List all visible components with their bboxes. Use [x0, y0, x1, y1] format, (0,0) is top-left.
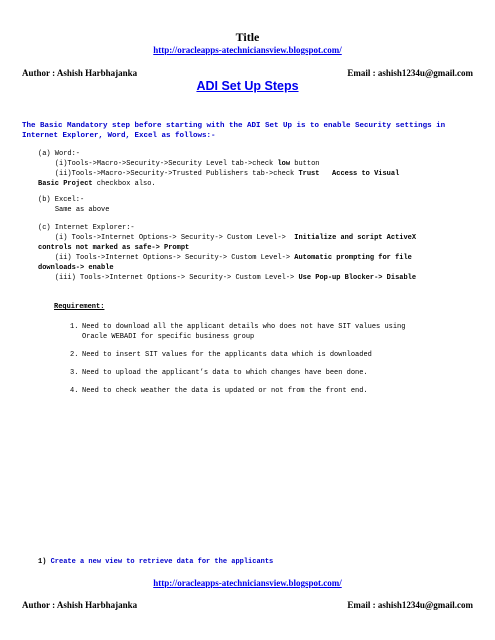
ie-step-1 — [38, 233, 416, 243]
step-1-number: 1) — [38, 558, 47, 566]
ie-step-2-cont: downloads-> enable — [38, 264, 114, 272]
intro-line-1: The Basic Mandatory step before starting with the ADI Set Up is to enable Security settings in — [22, 122, 446, 130]
excel-section — [38, 195, 109, 215]
intro-paragraph — [22, 121, 482, 141]
requirement-item-1-num: 1. — [70, 323, 79, 331]
requirement-item-1-line-1: Need to download all the applicant details who does not have SIT values using — [82, 323, 406, 331]
ie-step-1-bold: Initialize and script ActiveX — [294, 234, 417, 242]
word-step-1 — [38, 159, 399, 169]
ie-step-2-bold: Automatic prompting for file — [294, 254, 412, 262]
ie-step-3-bold: Use Pop-up Blocker-> Disable — [298, 274, 417, 282]
word-step-2-cont-bold: Basic Project — [38, 180, 93, 188]
requirement-item-4-line-1: Need to check weather the data is updated or not from the front end. — [82, 387, 368, 395]
requirement-item-4 — [70, 386, 470, 396]
word-step-1-text: (i)Tools->Macro->Security->Security Level tab->check — [54, 160, 278, 168]
word-step-1-bold: low — [277, 160, 291, 168]
requirement-item-2-num: 2. — [70, 351, 79, 359]
document-heading: ADI Set Up Steps — [196, 79, 299, 93]
ie-step-3-text: (iii) Tools->Internet Options-> Security-> Custom Level-> — [54, 274, 299, 282]
ie-step-1-cont: controls not marked as safe-> Prompt — [38, 244, 190, 252]
intro-line-2: Internet Explorer, Word, Excel as follows:- — [22, 132, 216, 140]
excel-note — [38, 205, 109, 215]
word-step-2-cont-text: checkbox also. — [92, 180, 156, 188]
requirement-item-1 — [70, 322, 470, 342]
footer-author: Author : Ashish Harbhajanka — [22, 600, 138, 610]
ie-section — [38, 223, 416, 283]
requirement-list — [70, 322, 470, 404]
word-step-2-bold: Trust Access to Visual — [298, 170, 400, 178]
excel-label: (b) Excel:- — [38, 196, 85, 204]
header-email: Email : ashish1234u@gmail.com — [347, 68, 473, 78]
step-1 — [38, 558, 273, 566]
ie-step-2 — [38, 253, 416, 263]
step-1-text: Create a new view to retrieve data for the applicants — [50, 558, 274, 566]
ie-label: (c) Internet Explorer:- — [38, 224, 135, 232]
word-step-1-tail: button — [290, 160, 320, 168]
page-title: Title — [235, 30, 260, 44]
word-step-2 — [38, 169, 399, 179]
requirement-item-4-num: 4. — [70, 387, 79, 395]
requirement-item-3-num: 3. — [70, 369, 79, 377]
ie-step-3 — [38, 273, 416, 283]
footer-email: Email : ashish1234u@gmail.com — [347, 600, 473, 610]
requirement-item-2 — [70, 350, 470, 360]
word-section — [38, 149, 399, 189]
requirement-item-2-line-1: Need to insert SIT values for the applicants data which is downloaded — [82, 351, 372, 359]
requirement-item-3 — [70, 368, 470, 378]
word-step-2-text: (ii)Tools->Macro->Security->Trusted Publishers tab->check — [54, 170, 299, 178]
requirement-item-1-line-2: Oracle WEBADI for specific business group — [82, 333, 255, 341]
word-label: (a) Word:- — [38, 150, 81, 158]
requirement-label: Requirement: — [54, 303, 105, 311]
header-author: Author : Ashish Harbhajanka — [22, 68, 138, 78]
footer-blog-link[interactable]: http://oracleapps-atechniciansview.blogspot.com/ — [153, 578, 342, 588]
header-blog-link[interactable]: http://oracleapps-atechniciansview.blogspot.com/ — [153, 45, 342, 55]
requirement-item-3-line-1: Need to upload the applicant’s data to which changes have been done. — [82, 369, 368, 377]
ie-step-1-text: (i) Tools->Internet Options-> Security-> Custom Level-> — [54, 234, 295, 242]
ie-step-2-text: (ii) Tools->Internet Options-> Security-> Custom Level-> — [54, 254, 295, 262]
excel-note-text: Same as above — [54, 206, 110, 214]
word-step-2-cont — [38, 179, 399, 189]
